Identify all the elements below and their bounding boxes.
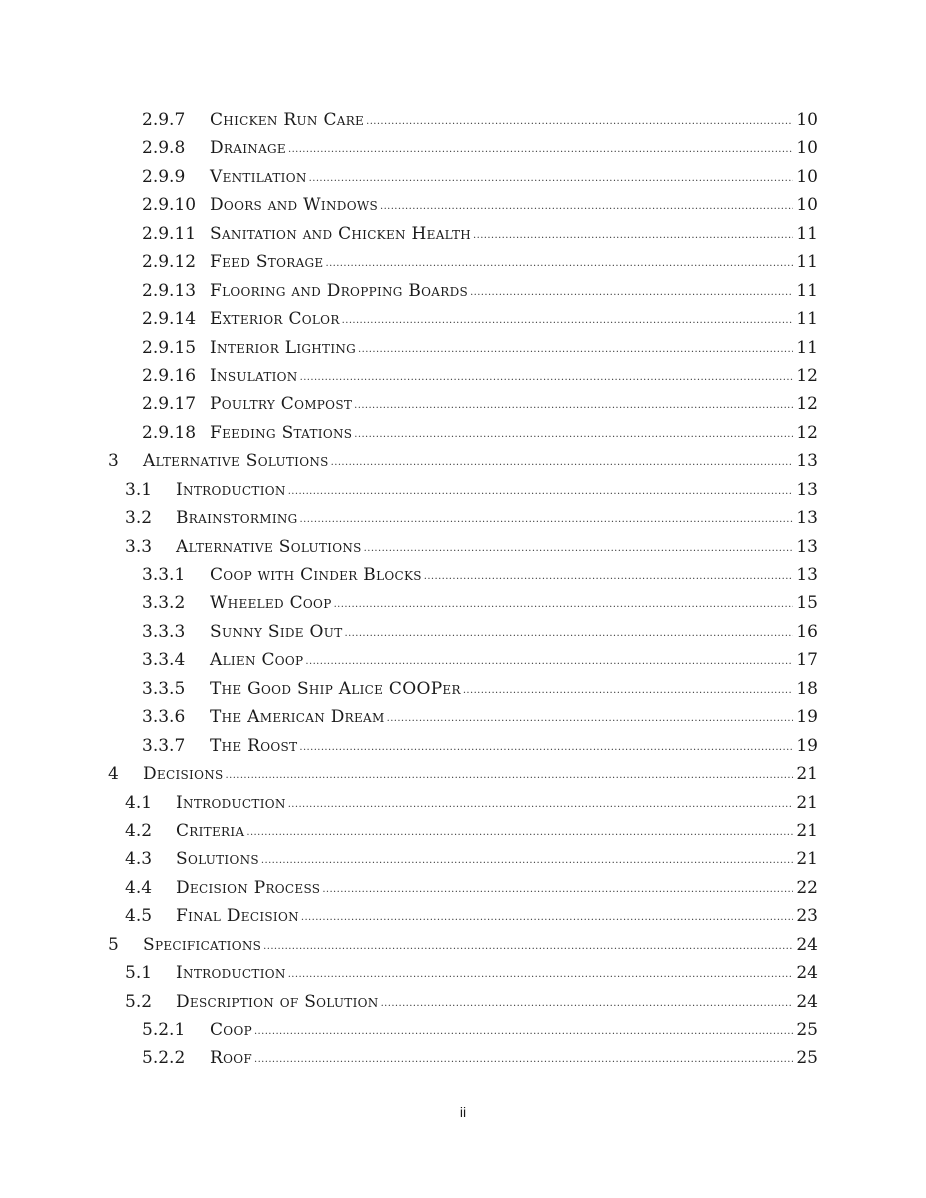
toc-entry-title[interactable]: Introduction — [176, 963, 286, 984]
toc-entry-number: 5.2.2 — [142, 1048, 186, 1069]
table-of-contents — [0, 106, 926, 1073]
toc-entry-number: 2.9.7 — [142, 110, 186, 130]
toc-entry-title[interactable]: The Good Ship Alice COOPer — [210, 678, 461, 699]
toc-entry-title[interactable]: Introduction — [176, 792, 286, 813]
toc-entry-page: 11 — [796, 280, 818, 301]
dot-leader — [334, 588, 794, 619]
toc-entry-page: 18 — [796, 678, 818, 699]
toc-entry-page: 24 — [796, 991, 818, 1012]
toc-entry-number: 5.2 — [125, 991, 153, 1012]
dot-leader — [322, 873, 793, 904]
toc-entry-number: 2.9.14 — [142, 309, 197, 330]
dot-leader — [424, 560, 794, 591]
toc-entry-title[interactable]: Solutions — [176, 849, 259, 870]
toc-entry-title[interactable]: Sanitation and Chicken Health — [210, 223, 472, 244]
toc-entry-number: 2.9.9 — [142, 166, 186, 187]
toc-entry-number: 2.9.18 — [142, 422, 197, 443]
toc-entry-number: 4.1 — [125, 792, 153, 813]
dot-leader — [263, 930, 793, 961]
toc-entry-number: 2.9.17 — [142, 394, 197, 415]
toc-entry[interactable] — [0, 902, 926, 930]
toc-entry-page: 10 — [796, 166, 818, 187]
dot-leader — [325, 247, 793, 278]
toc-entry-page: 21 — [796, 849, 818, 870]
dot-leader — [226, 759, 794, 790]
toc-entry-title[interactable]: Wheeled Coop — [210, 593, 332, 614]
toc-entry-title[interactable]: Roof — [210, 1048, 253, 1069]
dot-leader — [387, 702, 794, 733]
toc-entry-number: 4.4 — [125, 877, 153, 898]
toc-entry-title[interactable]: Exterior Color — [210, 309, 340, 330]
toc-entry[interactable] — [0, 561, 926, 589]
toc-entry[interactable] — [0, 589, 926, 617]
toc-entry[interactable] — [0, 959, 926, 987]
toc-entry-number: 2.9.11 — [142, 223, 197, 244]
dot-leader — [300, 361, 794, 392]
toc-entry-page: 21 — [796, 792, 818, 813]
toc-entry-page: 13 — [796, 479, 818, 500]
toc-entry-title[interactable]: Doors and Windows — [210, 195, 378, 216]
toc-entry-title[interactable]: Alternative Solutions — [176, 536, 362, 557]
toc-entry-number: 3.3.3 — [142, 621, 186, 642]
toc-entry-page: 10 — [796, 110, 818, 130]
toc-entry-title[interactable]: Flooring and Dropping Boards — [210, 280, 469, 301]
toc-entry-number: 3.3 — [125, 536, 153, 557]
toc-entry[interactable] — [0, 1016, 926, 1044]
toc-entry-number: 3.1 — [125, 479, 153, 500]
dot-leader — [358, 333, 793, 364]
toc-entry[interactable] — [0, 931, 926, 959]
toc-entry-title[interactable]: Decisions — [143, 764, 224, 785]
toc-entry-number: 5 — [108, 934, 119, 955]
toc-entry-number: 2.9.12 — [142, 252, 197, 273]
toc-entry[interactable] — [0, 305, 926, 333]
toc-entry-page: 21 — [796, 820, 818, 841]
toc-entry[interactable] — [0, 476, 926, 504]
toc-entry-page: 13 — [796, 508, 818, 529]
toc-entry[interactable] — [0, 760, 926, 788]
toc-entry[interactable] — [0, 447, 926, 475]
toc-entry-number: 3.3.4 — [142, 650, 186, 671]
toc-entry-title[interactable]: The Roost — [210, 735, 298, 756]
toc-entry-title[interactable]: Ventilation — [210, 166, 307, 187]
toc-entry-page: 21 — [796, 764, 818, 785]
dot-leader — [366, 105, 793, 136]
toc-entry-page: 25 — [796, 1048, 818, 1069]
toc-entry-number: 3.3.7 — [142, 735, 186, 756]
toc-entry-page: 24 — [796, 963, 818, 984]
toc-entry-number: 3.2 — [125, 508, 153, 529]
dot-leader — [288, 133, 793, 164]
dot-leader — [380, 190, 793, 221]
toc-entry[interactable] — [0, 732, 926, 760]
toc-entry[interactable] — [0, 220, 926, 248]
dot-leader — [300, 503, 794, 534]
toc-entry-number: 3 — [108, 451, 119, 472]
toc-entry-number: 3.3.5 — [142, 678, 186, 699]
toc-entry-page: 11 — [796, 309, 818, 330]
toc-entry-title[interactable]: Criteria — [176, 820, 245, 841]
dot-leader — [473, 219, 793, 250]
dot-leader — [261, 844, 793, 875]
toc-entry-title[interactable]: Drainage — [210, 138, 286, 159]
toc-entry[interactable] — [0, 334, 926, 362]
dot-leader — [364, 532, 794, 563]
toc-entry-title[interactable]: Specifications — [143, 934, 262, 955]
toc-entry[interactable] — [0, 817, 926, 845]
toc-entry-title[interactable]: Alternative Solutions — [143, 451, 329, 472]
toc-entry[interactable] — [0, 845, 926, 873]
toc-entry-title[interactable]: The American Dream — [210, 707, 385, 728]
toc-entry-title[interactable]: Description of Solution — [176, 991, 379, 1012]
toc-entry-number: 4.2 — [125, 820, 153, 841]
toc-entry-title[interactable]: Introduction — [176, 479, 286, 500]
toc-entry-title[interactable]: Final Decision — [176, 906, 299, 927]
toc-entry-number: 3.3.6 — [142, 707, 186, 728]
toc-entry-number: 5.1 — [125, 963, 153, 984]
toc-entry-page: 11 — [796, 223, 818, 244]
dot-leader — [345, 617, 794, 648]
dot-leader — [470, 276, 793, 307]
toc-entry[interactable] — [0, 789, 926, 817]
toc-entry-title[interactable]: Insulation — [210, 365, 298, 386]
dot-leader — [288, 958, 794, 989]
toc-entry-page: 13 — [796, 565, 818, 585]
page-footer-number: ii — [459, 1104, 467, 1120]
toc-entry-number: 3.3.1 — [142, 565, 186, 585]
toc-entry-page: 25 — [796, 1020, 818, 1040]
toc-entry[interactable] — [0, 988, 926, 1016]
toc-entry-page: 12 — [796, 365, 818, 386]
toc-entry[interactable] — [0, 134, 926, 162]
toc-entry[interactable] — [0, 163, 926, 191]
toc-entry-page: 19 — [796, 707, 818, 728]
toc-entry-page: 19 — [796, 735, 818, 756]
toc-entry-page: 12 — [796, 422, 818, 443]
toc-entry-page: 15 — [796, 593, 818, 614]
toc-entry-title[interactable]: Interior Lighting — [210, 337, 357, 358]
toc-entry-number: 2.9.10 — [142, 195, 197, 216]
toc-entry[interactable] — [0, 1044, 926, 1072]
toc-entry[interactable] — [0, 362, 926, 390]
dot-leader — [299, 731, 793, 762]
dot-leader — [288, 788, 794, 819]
toc-entry-number: 4 — [108, 764, 119, 785]
toc-entry-page: 11 — [796, 337, 818, 358]
toc-entry-title[interactable]: Poultry Compost — [210, 394, 353, 415]
toc-entry-page: 22 — [796, 877, 818, 898]
toc-entry[interactable] — [0, 419, 926, 447]
toc-entry-page: 13 — [796, 451, 818, 472]
toc-entry[interactable] — [0, 703, 926, 731]
toc-entry[interactable] — [0, 277, 926, 305]
toc-entry[interactable] — [0, 504, 926, 532]
toc-entry[interactable] — [0, 618, 926, 646]
toc-entry[interactable] — [0, 533, 926, 561]
toc-entry-number: 2.9.15 — [142, 337, 197, 358]
dot-leader — [254, 1015, 793, 1046]
dot-leader — [331, 446, 794, 477]
dot-leader — [254, 1043, 793, 1074]
dot-leader — [463, 674, 794, 705]
toc-entry-page: 13 — [796, 536, 818, 557]
toc-entry-number: 2.9.13 — [142, 280, 197, 301]
toc-entry-page: 16 — [796, 621, 818, 642]
toc-entry-title[interactable]: Coop with Cinder Blocks — [210, 565, 422, 585]
dot-leader — [288, 475, 794, 506]
dot-leader — [305, 645, 793, 676]
toc-entry-page: 10 — [796, 195, 818, 216]
dot-leader — [354, 418, 793, 449]
toc-entry-title[interactable]: Sunny Side Out — [210, 621, 343, 642]
toc-entry-number: 4.5 — [125, 906, 153, 927]
toc-entry-page: 11 — [796, 252, 818, 273]
toc-entry-number: 2.9.16 — [142, 365, 197, 386]
toc-entry-title[interactable]: Alien Coop — [210, 650, 304, 671]
toc-entry-number: 3.3.2 — [142, 593, 186, 614]
dot-leader — [381, 987, 794, 1018]
toc-entry-title[interactable]: Decision Process — [176, 877, 321, 898]
toc-entry-title[interactable]: Brainstorming — [176, 508, 298, 529]
toc-entry-page: 24 — [796, 934, 818, 955]
dot-leader — [246, 816, 793, 847]
toc-entry[interactable] — [0, 248, 926, 276]
toc-entry-page: 12 — [796, 394, 818, 415]
toc-entry-number: 2.9.8 — [142, 138, 186, 159]
toc-entry-number: 5.2.1 — [142, 1020, 186, 1040]
toc-entry[interactable] — [0, 646, 926, 674]
toc-entry-title[interactable]: Chicken Run Care — [210, 110, 365, 130]
toc-entry-title[interactable]: Coop — [210, 1020, 252, 1040]
toc-entry-line — [210, 1044, 818, 1075]
toc-entry-number: 4.3 — [125, 849, 153, 870]
toc-entry-title[interactable]: Feed Storage — [210, 252, 324, 273]
toc-entry-title[interactable]: Feeding Stations — [210, 422, 353, 443]
toc-entry-page: 23 — [796, 906, 818, 927]
toc-entry[interactable] — [0, 191, 926, 219]
toc-entry-page: 17 — [796, 650, 818, 671]
toc-entry[interactable] — [0, 106, 926, 134]
dot-leader — [301, 901, 793, 932]
toc-entry[interactable] — [0, 390, 926, 418]
dot-leader — [309, 162, 794, 193]
toc-entry[interactable] — [0, 874, 926, 902]
toc-entry[interactable] — [0, 675, 926, 703]
toc-entry-page: 10 — [796, 138, 818, 159]
dot-leader — [354, 389, 793, 420]
dot-leader — [342, 304, 794, 335]
